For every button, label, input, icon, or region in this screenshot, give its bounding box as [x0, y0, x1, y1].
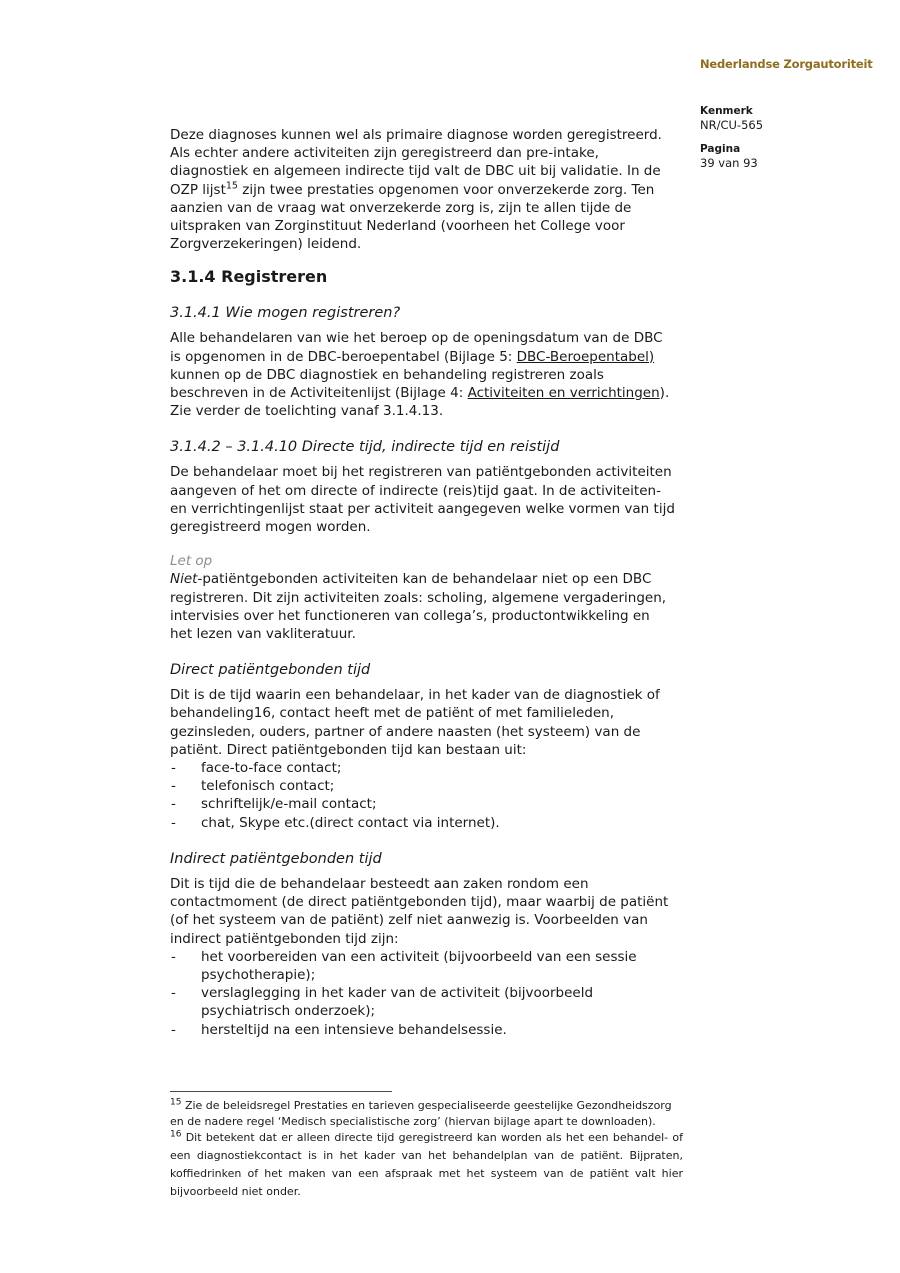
- list-item: - chat, Skype etc.(direct contact via internet).: [170, 814, 676, 832]
- direct-tijd-paragraph: Dit is de tijd waarin een behandelaar, in het kader van de diagnostiek of behandeling16, contact heeft met de patiënt of met familieleden, gezinsleden, ouders, partner of andere naasten (het systeem) van de patiënt. Direct patiëntgebonden tijd kan bestaan uit:: [170, 687, 660, 758]
- list-item: - verslaglegging in het kader van de activiteit (bijvoorbeeld psychiatrisch onderzoek);: [170, 984, 676, 1020]
- wie-mogen-text-2: kunnen op de DBC diagnostiek en behandeling registreren zoals beschreven in de Activiteitenlijst (Bijlage 4:: [170, 366, 604, 402]
- link-dbc-beroepentabel[interactable]: DBC-Beroepentabel): [516, 348, 655, 365]
- let-op-paragraph: [170, 570, 676, 643]
- main-text-column: [170, 126, 676, 1053]
- direct-tijd-list: [170, 759, 676, 832]
- subsection-heading-indirect-patientgebonden-tijd: Indirect patiëntgebonden tijd: [170, 850, 382, 867]
- pagina-value: 39 van 93: [700, 156, 758, 170]
- footnotes-area: [170, 1091, 683, 1201]
- section-heading-registreren: 3.1.4 Registreren: [170, 267, 328, 287]
- footnote-separator-rule: [170, 1091, 392, 1092]
- let-op-italic-lead: Niet: [170, 571, 198, 588]
- list-item: - telefonisch contact;: [170, 777, 676, 795]
- footnote-16: [170, 1129, 683, 1201]
- footnote-15: [170, 1098, 683, 1129]
- kenmerk-label: Kenmerk: [700, 105, 753, 117]
- subsection-heading-directe-indirecte-reistijd: 3.1.4.2 – 3.1.4.10 Directe tijd, indirecte tijd en reistijd: [170, 439, 560, 456]
- directe-tijd-paragraph: De behandelaar moet bij het registreren van patiëntgebonden activiteiten aangeven of het om directe of indirecte (reis)tijd gaat. In de activiteiten- en verrichtingenlijst staat per activiteit aangegeven welke vormen van tijd geregistreerd mogen worden.: [170, 464, 675, 536]
- subsection-heading-wie-mogen-registreren: 3.1.4.1 Wie mogen registreren?: [170, 305, 401, 322]
- footnote-15-text: Zie de beleidsregel Prestaties en tarieven gespecialiseerde geestelijke Gezondheidszorg en de nadere regel ‘Medisch specialistische zorg’ (hiervan bijlage apart te downloaden).: [170, 1099, 672, 1128]
- list-item: - schriftelijk/e-mail contact;: [170, 795, 676, 813]
- intro-paragraph: [170, 126, 676, 253]
- wie-mogen-text-1: Alle behandelaren van wie het beroep op de openingsdatum van de DBC is opgenomen in de DBC-beroepentabel (Bijlage 5:: [170, 330, 663, 365]
- footnote-16-number: 16: [170, 1129, 182, 1140]
- indirect-tijd-list: [170, 948, 676, 1039]
- intro-text-after-footnote: zijn twee prestaties opgenomen voor onverzekerde zorg. Ten aanzien van de vraag wat onverzekerde zorg is, zijn te allen tijde de uitspraken van Zorginstituut Nederland (voorheen het College voor Zorgverzekeringen) leidend.: [170, 181, 655, 253]
- kenmerk-value: NR/CU-565: [700, 118, 764, 132]
- footnote-16-text: Dit betekent dat er alleen directe tijd geregistreerd kan worden als het een behandel- of een diagnostiekcontact is in het kader van het behandelplan van de patiënt. Bijpraten, koffiedrinken of het maken van een afspraak met het systeem van de patiënt valt hier bijvoorbeeld niet onder.: [170, 1131, 683, 1198]
- indirect-tijd-paragraph: Dit is tijd die de behandelaar besteedt aan zaken rondom een contactmoment (de direct patiëntgebonden tijd), maar waarbij de patiënt (of het systeem van de patiënt) zelf niet aanwezig is. Voorbeelden van indirect patiëntgebonden tijd zijn:: [170, 875, 669, 947]
- wie-mogen-paragraph: [170, 329, 676, 420]
- subsection-heading-direct-patientgebonden-tijd: Direct patiëntgebonden tijd: [170, 662, 371, 679]
- list-item: - face-to-face contact;: [170, 759, 676, 777]
- let-op-text: -patiëntgebonden activiteiten kan de behandelaar niet op een DBC registreren. Dit zijn activiteiten zoals: scholing, algemene vergaderingen, intervisies over het functioneren van collega’s, productontwikkeling en het lezen van vakliteratuur.: [170, 571, 667, 643]
- wie-mogen-text-3: ). Zie verder de toelichting vanaf 3.1.4.13.: [170, 385, 670, 420]
- document-meta: [700, 104, 763, 180]
- pagina-label: Pagina: [700, 143, 741, 155]
- list-item: - het voorbereiden van een activiteit (bijvoorbeeld van een sessie psychotherapie);: [170, 948, 676, 984]
- organization-logo-text: Nederlandse Zorgautoriteit: [700, 57, 873, 71]
- intro-text-before-footnote: Deze diagnoses kunnen wel als primaire diagnose worden geregistreerd. Als echter andere activiteiten zijn geregistreerd dan pre-intake, diagnostiek en algemeen indirecte tijd valt de DBC uit bij validatie. In de OZP lijst: [170, 127, 662, 198]
- footnote-reference-15: 15: [225, 180, 238, 192]
- list-item: - hersteltijd na een intensieve behandelsessie.: [170, 1021, 676, 1039]
- let-op-label: Let op: [170, 553, 213, 570]
- link-activiteiten-en-verrichtingen[interactable]: Activiteiten en verrichtingen: [467, 385, 660, 402]
- footnote-15-number: 15: [170, 1097, 182, 1108]
